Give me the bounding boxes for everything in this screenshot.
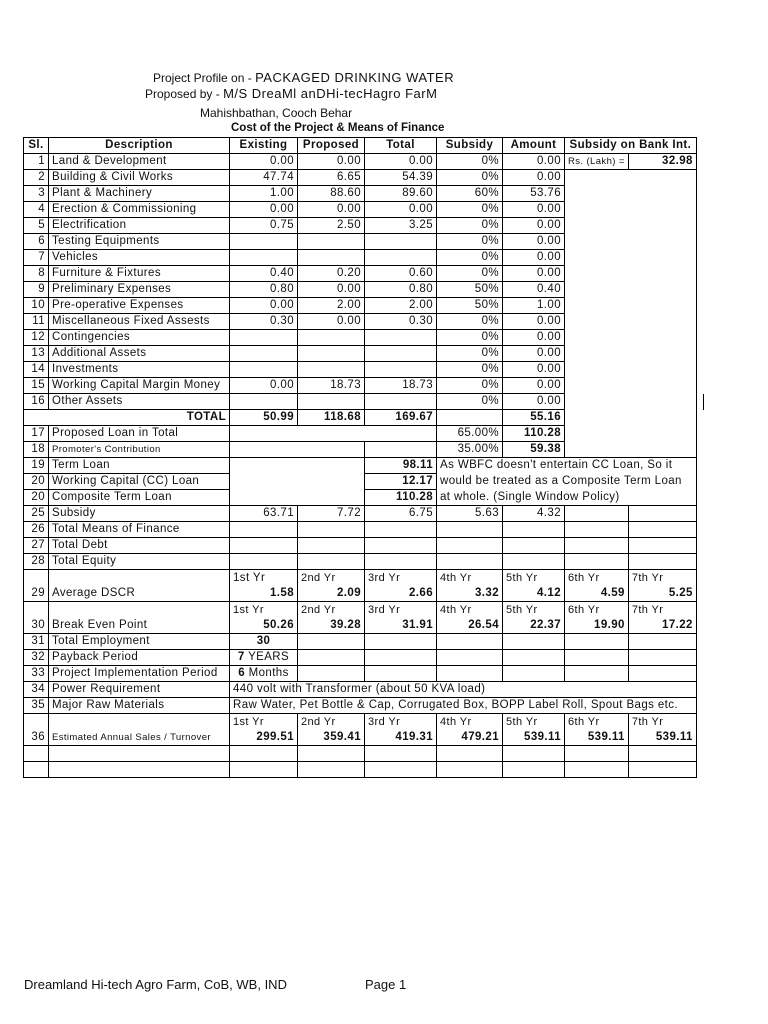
row-proposed [298,234,365,250]
location: Mahishbathan, Cooch Behar [200,106,353,120]
cc-loan-value: 12.17 [365,474,437,490]
row-sl: 14 [24,362,49,378]
row-sl: 31 [24,634,49,650]
dscr-value: 1.58 [270,586,294,599]
empty-row [24,762,704,778]
row-desc: Payback Period [49,650,230,666]
row-desc: Project Implementation Period [49,666,230,682]
col-proposed: Proposed [298,138,365,154]
row-sl: 35 [24,698,49,714]
row-existing [230,362,298,378]
row-desc: Proposed Loan in Total [49,426,230,442]
year-label: 5th Yr [506,715,538,728]
year-label: 2nd Yr [301,715,336,728]
row-sl: 2 [24,170,49,186]
row-existing [230,234,298,250]
total-amount: 55.16 [503,410,565,426]
row-sl: 32 [24,650,49,666]
row-existing: 47.74 [230,170,298,186]
promoter-row [24,442,704,458]
row-desc: Testing Equipments [49,234,230,250]
col-bank-int: Subsidy on Bank Int. [565,138,697,154]
row-desc: Power Requirement [49,682,230,698]
row-desc: Subsidy [49,506,230,522]
row-total [365,394,437,410]
blank-cell [565,426,697,442]
sales-value: 479.21 [461,730,499,743]
col-subsidy: Subsidy [437,138,503,154]
sales-value: 359.41 [323,730,361,743]
row-subsidy: 50% [437,282,503,298]
row-sl: 17 [24,426,49,442]
blank-cell [696,394,703,410]
row-total [365,234,437,250]
row-proposed: 0.00 [298,202,365,218]
dscr-value: 2.09 [337,586,361,599]
row-desc: Total Means of Finance [49,522,230,538]
bep-row [24,602,704,634]
col-amount: Amount [503,138,565,154]
row-subsidy: 0% [437,170,503,186]
blank-cell [230,426,437,442]
implementation-row [24,666,704,682]
bank-int-value: 32.98 [628,154,696,170]
year-label: 5th Yr [506,603,538,616]
blank-cell [230,442,365,458]
blank-cell [230,458,365,506]
row-proposed: 18.73 [298,378,365,394]
dscr-value: 4.12 [537,586,561,599]
row-amount: 0.00 [503,378,565,394]
row-subsidy: 0% [437,314,503,330]
power-value: 440 volt with Transformer (about 50 KVA load) [230,682,697,698]
row-existing: 0.80 [230,282,298,298]
row-proposed: 6.65 [298,170,365,186]
row-subsidy: 0% [437,346,503,362]
row-subsidy: 0% [437,234,503,250]
row-desc: Total Employment [49,634,230,650]
bep-value: 26.54 [468,618,499,631]
total-proposed: 118.68 [298,410,365,426]
row-desc: Contingencies [49,330,230,346]
row-subsidy: 0% [437,330,503,346]
row-amount: 0.00 [503,314,565,330]
row-total: 89.60 [365,186,437,202]
loan-note: As WBFC doesn't entertain CC Loan, So it [437,458,697,474]
row-subsidy: 0% [437,154,503,170]
total-label: TOTAL [24,410,230,426]
project-title: PACKAGED DRINKING WATER [255,70,455,85]
row-total: 54.39 [365,170,437,186]
year-label: 7th Yr [631,603,664,616]
year-label: 5th Yr [506,571,538,584]
row-desc: Land & Development [49,154,230,170]
table-title: Cost of the Project & Means of Finance [231,122,445,134]
year-label: 4th Yr [440,571,472,584]
row-desc: Vehicles [49,250,230,266]
row-sl: 30 [24,602,49,634]
col-existing: Existing [230,138,298,154]
year-label: 3rd Yr [368,603,401,616]
row-desc: Furniture & Fixtures [49,266,230,282]
bep-value: 39.28 [330,618,361,631]
footer-page: Page 1 [365,977,407,992]
row-proposed [298,250,365,266]
year-label: 6th Yr [568,603,600,616]
row-sl: 20 [24,490,49,506]
employment-row [24,634,704,650]
row-amount: 0.00 [503,170,565,186]
blank-cell [565,506,629,522]
row-desc: Average DSCR [49,570,230,602]
row-desc: Electrification [49,218,230,234]
row-existing: 0.40 [230,266,298,282]
row-desc: Total Debt [49,538,230,554]
row-sl: 1 [24,154,49,170]
bank-int-label: Rs. (Lakh) = [565,154,629,170]
row-amount: 0.00 [503,394,565,410]
row-sl: 19 [24,458,49,474]
employment-value: 30 [230,634,298,650]
row-desc: Pre-operative Expenses [49,298,230,314]
row-desc: Total Equity [49,554,230,570]
loan-row [24,426,704,442]
proposer-name: M/S DreaMl anDHi-tecHagro FarM [223,86,438,101]
loan-note: at whole. (Single Window Policy) [437,490,697,506]
row-sl: 26 [24,522,49,538]
year-label: 6th Yr [568,715,600,728]
subsidy-value: 63.71 [230,506,298,522]
row-amount: 0.00 [503,362,565,378]
loan-pct: 65.00% [437,426,503,442]
row-existing: 0.00 [230,202,298,218]
row-total [365,250,437,266]
row-existing: 0.30 [230,314,298,330]
row-total: 0.80 [365,282,437,298]
row-amount: 0.00 [503,250,565,266]
row-total: 0.60 [365,266,437,282]
row-subsidy: 0% [437,266,503,282]
implementation-value: 6 [238,667,246,679]
row-sl: 13 [24,346,49,362]
row-proposed [298,330,365,346]
row-sl: 12 [24,330,49,346]
row-sl: 25 [24,506,49,522]
row-amount: 0.40 [503,282,565,298]
row-desc: Plant & Machinery [49,186,230,202]
row-amount: 1.00 [503,298,565,314]
row-proposed [298,394,365,410]
row-total: 0.00 [365,154,437,170]
row-total: 3.25 [365,218,437,234]
row-desc: Working Capital Margin Money [49,378,230,394]
row-existing [230,330,298,346]
blank-cell [628,506,696,522]
row-existing [230,346,298,362]
payback-row [24,650,704,666]
raw-materials-row [24,698,704,714]
row-desc: Building & Civil Works [49,170,230,186]
year-label: 7th Yr [631,715,664,728]
dscr-value: 5.25 [668,586,693,599]
promoter-pct: 35.00% [437,442,503,458]
debt-row [24,538,704,554]
bep-value: 50.26 [263,618,294,631]
row-proposed [298,362,365,378]
row-existing: 0.00 [230,378,298,394]
row-sl: 29 [24,570,49,602]
row-sl: 11 [24,314,49,330]
loan-note: would be treated as a Composite Term Loan [437,474,697,490]
row-sl: 34 [24,682,49,698]
sales-value: 539.11 [655,730,693,743]
sales-value: 539.11 [524,730,561,743]
header-prefix: Project Profile on - [153,71,252,85]
means-row [24,522,704,538]
row-desc: Preliminary Expenses [49,282,230,298]
dscr-value: 3.32 [475,586,499,599]
header-line-2 [145,86,437,101]
year-label: 2nd Yr [301,603,336,616]
row-subsidy: 50% [437,298,503,314]
power-row [24,682,704,698]
bank-int-blank [565,170,697,410]
row-amount: 0.00 [503,266,565,282]
year-label: 1st Yr [233,715,264,728]
col-total: Total [365,138,437,154]
row-desc: Working Capital (CC) Loan [49,474,230,490]
row-existing: 0.75 [230,218,298,234]
row-amount: 0.00 [503,234,565,250]
row-subsidy: 0% [437,362,503,378]
row-subsidy: 60% [437,186,503,202]
header-line-1 [153,70,454,85]
year-label: 4th Yr [440,603,472,616]
row-proposed [298,346,365,362]
row-desc: Major Raw Materials [49,698,230,714]
sales-row [24,714,704,746]
row-existing: 0.00 [230,298,298,314]
total-existing: 50.99 [230,410,298,426]
blank-cell [365,442,437,458]
dscr-value: 4.59 [600,586,625,599]
subsidy-value: 4.32 [503,506,565,522]
row-proposed: 0.00 [298,314,365,330]
row-sl: 6 [24,234,49,250]
row-proposed: 0.00 [298,154,365,170]
blank-cell [565,410,697,426]
row-sl: 10 [24,298,49,314]
row-existing [230,250,298,266]
composite-value: 110.28 [365,490,437,506]
sales-value: 539.11 [587,730,625,743]
row-proposed: 2.00 [298,298,365,314]
row-subsidy: 0% [437,202,503,218]
year-label: 1st Yr [233,603,264,616]
row-total: 0.30 [365,314,437,330]
term-loan-row [24,458,704,474]
cost-table [23,137,704,778]
row-proposed: 0.00 [298,282,365,298]
row-desc: Other Assets [49,394,230,410]
row-desc: Estimated Annual Sales / Turnover [49,714,230,746]
bep-value: 19.90 [594,618,625,631]
row-subsidy: 0% [437,250,503,266]
row-sl: 15 [24,378,49,394]
year-label: 1st Yr [233,571,266,584]
promoter-amount: 59.38 [503,442,565,458]
loan-amount: 110.28 [503,426,565,442]
row-sl: 4 [24,202,49,218]
row-sl: 9 [24,282,49,298]
footer-company: Dreamland Hi-tech Agro Farm, CoB, WB, IND [24,977,287,992]
payback-value: 7 [237,651,245,663]
bep-value: 17.22 [662,618,693,631]
row-amount: 0.00 [503,330,565,346]
col-sl: Sl. [24,138,49,154]
row-amount: 0.00 [503,218,565,234]
row-amount: 53.76 [503,186,565,202]
blank-cell [565,442,697,458]
row-total: 2.00 [365,298,437,314]
term-loan-value: 98.11 [365,458,437,474]
row-amount: 0.00 [503,346,565,362]
row-desc: Miscellaneous Fixed Assests [49,314,230,330]
column-header-row [24,138,704,154]
row-proposed: 88.60 [298,186,365,202]
raw-materials-value: Raw Water, Pet Bottle & Cap, Corrugated Box, BOPP Label Roll, Spout Bags etc. [230,698,697,714]
bep-value: 22.37 [530,618,561,631]
row-desc: Composite Term Loan [49,490,230,506]
row-amount: 0.00 [503,202,565,218]
row-total: 0.00 [365,202,437,218]
row-desc: Break Even Point [49,602,230,634]
total-row [24,410,704,426]
subsidy-row [24,506,704,522]
payback-unit: YEARS [248,651,290,663]
row-existing: 1.00 [230,186,298,202]
row-sl: 3 [24,186,49,202]
subsidy-value: 6.75 [365,506,437,522]
year-label: 6th Yr [568,571,600,584]
row-total: 18.73 [365,378,437,394]
row-sl: 36 [24,714,49,746]
row-subsidy: 0% [437,378,503,394]
row-proposed: 0.20 [298,266,365,282]
header-prefix: Proposed by - [145,87,220,101]
row-total [365,330,437,346]
row-amount: 0.00 [503,154,565,170]
row-sl: 20 [24,474,49,490]
sales-value: 299.51 [256,730,294,743]
dscr-row [24,570,704,602]
row-desc: Promoter's Contribution [49,442,230,458]
row-existing [230,394,298,410]
equity-row [24,554,704,570]
year-label: 2nd Yr [301,571,336,584]
sales-value: 419.31 [395,730,433,743]
row-desc: Investments [49,362,230,378]
row-sl: 18 [24,442,49,458]
table-row [24,170,704,186]
row-sl: 28 [24,554,49,570]
subsidy-value: 5.63 [437,506,503,522]
row-sl: 16 [24,394,49,410]
col-description: Description [49,138,230,154]
blank-cell [437,410,503,426]
year-label: 4th Yr [440,715,472,728]
row-sl: 7 [24,250,49,266]
row-proposed: 2.50 [298,218,365,234]
row-existing: 0.00 [230,154,298,170]
row-sl: 33 [24,666,49,682]
row-sl: 8 [24,266,49,282]
year-label: 3rd Yr [368,571,401,584]
dscr-value: 2.66 [409,586,433,599]
year-label: 3rd Yr [368,715,401,728]
row-sl: 5 [24,218,49,234]
table-row [24,154,704,170]
total-total: 169.67 [365,410,437,426]
subsidy-value: 7.72 [298,506,365,522]
empty-row [24,746,704,762]
row-sl: 27 [24,538,49,554]
row-desc: Term Loan [49,458,230,474]
row-total [365,346,437,362]
row-total [365,362,437,378]
row-subsidy: 0% [437,394,503,410]
row-desc: Additional Assets [49,346,230,362]
bep-value: 31.91 [402,618,433,631]
year-label: 7th Yr [631,571,664,584]
implementation-unit: Months [248,667,289,679]
row-desc: Erection & Commissioning [49,202,230,218]
row-subsidy: 0% [437,218,503,234]
